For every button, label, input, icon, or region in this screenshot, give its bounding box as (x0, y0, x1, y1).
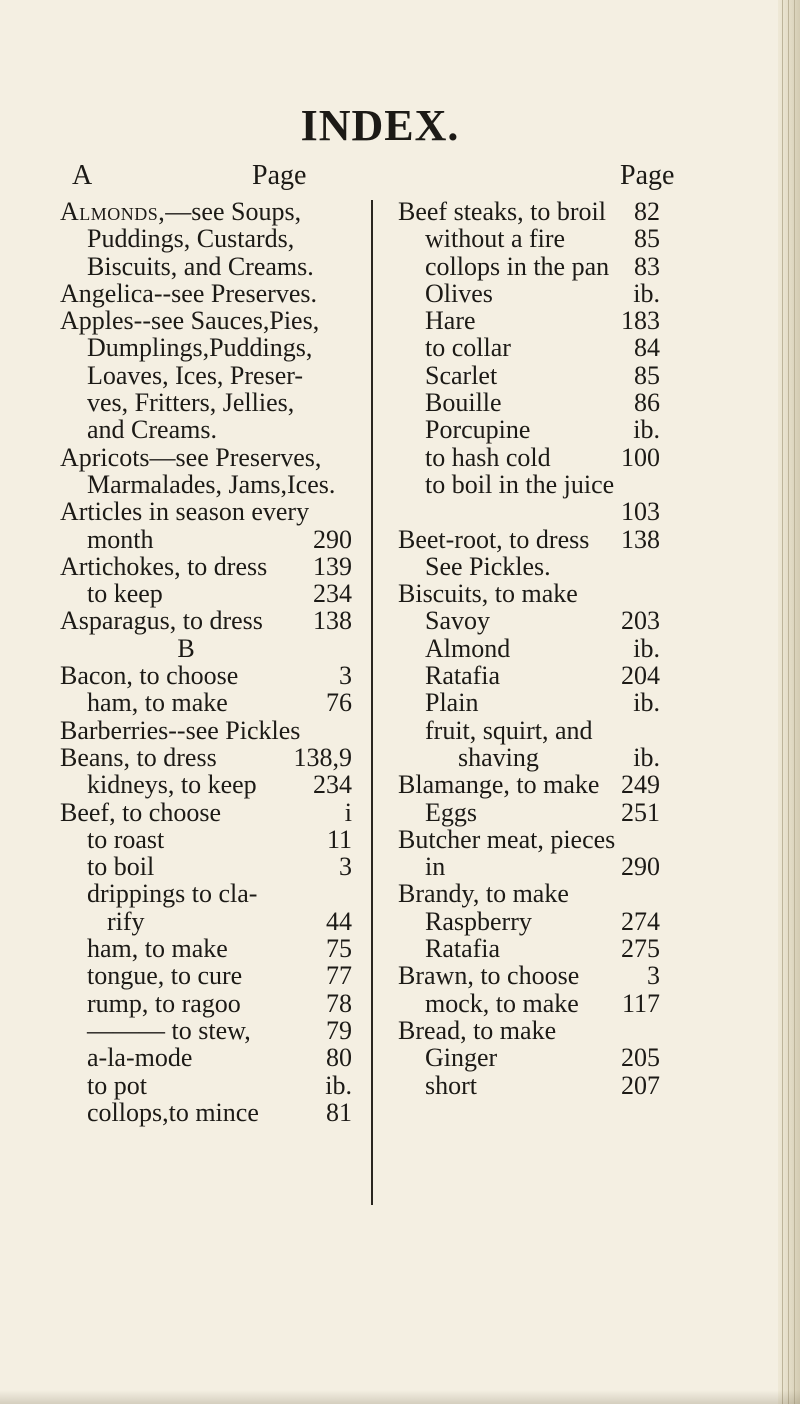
entry-page: 138 (313, 606, 352, 636)
entry-text: Ratafia (425, 934, 501, 964)
entry-text: Dumplings,Puddings, (87, 333, 313, 363)
entry-text: Angelica--see Preserves. (60, 278, 317, 308)
entry-page: ib. (633, 742, 660, 772)
entry-page: 183 (621, 306, 660, 336)
left-index-entry (60, 580, 352, 607)
entry-text: Almond (425, 633, 511, 663)
entry-text: Asparagus, to dress (60, 606, 263, 636)
entry-page: 85 (634, 224, 660, 254)
entry-page: 249 (621, 770, 660, 800)
entry-text: Porcupine (425, 415, 531, 445)
entry-text: Eggs (425, 797, 477, 827)
entry-page: ib. (325, 1070, 352, 1100)
entry-text: Bread, to make (398, 1015, 557, 1045)
entry-text: in (425, 852, 446, 882)
left-index-entry (60, 962, 352, 989)
left-index-entry (60, 225, 352, 252)
entry-text: Bacon, to choose (60, 661, 239, 691)
right-index-entry (398, 880, 660, 907)
left-index-entry (60, 498, 352, 525)
entry-text: B (177, 633, 195, 663)
page-edge (778, 0, 800, 1404)
entry-text: to boil (87, 852, 155, 882)
right-index-entry (398, 853, 660, 880)
left-index-entry (60, 553, 352, 580)
right-index-entry (398, 280, 660, 307)
entry-text: Articles in season every (60, 497, 310, 527)
entry-text: ham, to make (87, 688, 228, 718)
entry-text: Beet-root, to dress (398, 524, 590, 554)
entry-page: 103 (621, 497, 660, 527)
right-index-entry (398, 198, 660, 225)
entry-text: Blamange, to make (398, 770, 600, 800)
left-column-letter: A (72, 160, 93, 191)
right-index-entry (398, 771, 660, 798)
entry-text: Loaves, Ices, Preser- (87, 360, 304, 390)
entry-text: ves, Fritters, Jellies, (87, 388, 295, 418)
left-index-entry (60, 1017, 352, 1044)
entry-text: ham, to make (87, 934, 228, 964)
right-index-column (398, 198, 660, 1099)
entry-text: collops,to mince (87, 1097, 259, 1127)
entry-page: 3 (647, 961, 660, 991)
right-index-entry (398, 526, 660, 553)
entry-page: 80 (326, 1043, 352, 1073)
entry-page: 79 (326, 1015, 352, 1045)
left-index-entry (60, 253, 352, 280)
entry-page: 77 (326, 961, 352, 991)
entry-text: Brawn, to choose (398, 961, 580, 991)
entry-text: to hash cold (425, 442, 551, 472)
entry-text: Apricots—see Preserves, (60, 442, 322, 472)
entry-text: and Creams. (87, 415, 217, 445)
entry-page: ib. (633, 278, 660, 308)
right-index-entry (398, 744, 660, 771)
entry-text: tongue, to cure (87, 961, 243, 991)
right-index-entry (398, 416, 660, 443)
left-index-entry (60, 662, 352, 689)
left-index-entry (60, 334, 352, 361)
left-index-entry (60, 1044, 352, 1071)
left-index-entry (60, 444, 352, 471)
entry-page: 274 (621, 906, 660, 936)
entry-page: 234 (313, 579, 352, 609)
entry-text: a-la-mode (87, 1043, 193, 1073)
page-bottom-shadow (0, 1390, 800, 1404)
entry-text: Plain (425, 688, 479, 718)
left-index-column (60, 198, 352, 1126)
entry-text: Brandy, to make (398, 879, 569, 909)
right-index-entry (398, 444, 660, 471)
left-index-entry (60, 880, 352, 907)
right-index-entry (398, 990, 660, 1017)
left-index-entry (60, 198, 352, 225)
entry-text: rump, to ragoo (87, 988, 241, 1018)
entry-text: to roast (87, 824, 165, 854)
entry-page: 203 (621, 606, 660, 636)
right-index-entry (398, 962, 660, 989)
entry-text: drippings to cla- (87, 879, 258, 909)
left-index-entry (60, 717, 352, 744)
entry-page: 100 (621, 442, 660, 472)
entry-page: ib. (633, 415, 660, 445)
entry-page: 207 (621, 1070, 660, 1100)
right-index-entry (398, 580, 660, 607)
left-column-page-header: Page (252, 160, 307, 191)
entry-text: Savoy (425, 606, 490, 636)
left-index-entry (60, 307, 352, 334)
right-index-entry (398, 334, 660, 361)
entry-text: ——— to stew, (87, 1015, 251, 1045)
entry-text: without a fire (425, 224, 566, 254)
right-index-entry (398, 935, 660, 962)
entry-text: Puddings, Custards, (87, 224, 295, 254)
right-index-entry (398, 307, 660, 334)
entry-page: 290 (313, 524, 352, 554)
entry-page: 117 (621, 988, 660, 1018)
right-index-entry (398, 553, 660, 580)
entry-page: 78 (326, 988, 352, 1018)
right-index-entry (398, 717, 660, 744)
entry-text: to keep (87, 579, 163, 609)
left-index-entry (60, 990, 352, 1017)
entry-text: shaving (458, 742, 539, 772)
entry-page: 3 (339, 852, 352, 882)
entry-text: Raspberry (425, 906, 532, 936)
entry-page: 75 (326, 934, 352, 964)
entry-text: Biscuits, to make (398, 579, 578, 609)
entry-page: 139 (313, 551, 352, 581)
entry-page: 84 (634, 333, 660, 363)
entry-text (60, 198, 301, 225)
entry-head: Almonds, (60, 197, 166, 226)
right-index-entry (398, 362, 660, 389)
left-index-entry (60, 826, 352, 853)
entry-text: Beef, to choose (60, 797, 222, 827)
entry-page: 204 (621, 661, 660, 691)
right-column-page-header: Page (620, 160, 675, 191)
left-index-entry (60, 908, 352, 935)
entry-text: kidneys, to keep (87, 770, 257, 800)
entry-text: to pot (87, 1070, 147, 1100)
entry-text: Beans, to dress (60, 742, 217, 772)
entry-text: Apples--see Sauces,Pies, (60, 306, 320, 336)
entry-page: ib. (633, 688, 660, 718)
right-index-entry (398, 607, 660, 634)
entry-text: See Pickles. (425, 551, 551, 581)
entry-page: 275 (621, 934, 660, 964)
entry-text: Olives (425, 278, 493, 308)
left-index-entry (60, 607, 352, 634)
right-index-entry (398, 389, 660, 416)
left-index-entry (60, 799, 352, 826)
entry-page: 86 (634, 388, 660, 418)
right-index-entry (398, 635, 660, 662)
right-index-entry (398, 498, 660, 525)
entry-text: Barberries--see Pickles (60, 715, 301, 745)
left-index-entry (60, 853, 352, 880)
entry-page: 82 (634, 197, 660, 226)
left-index-entry (60, 1072, 352, 1099)
right-index-entry (398, 1072, 660, 1099)
left-index-entry (60, 635, 352, 662)
right-index-entry (398, 225, 660, 252)
right-index-entry (398, 1044, 660, 1071)
entry-page: 290 (621, 852, 660, 882)
entry-page: 76 (326, 688, 352, 718)
entry-page: 81 (326, 1097, 352, 1127)
entry-page: ib. (633, 633, 660, 663)
right-index-entry (398, 471, 660, 498)
left-index-entry (60, 744, 352, 771)
entry-text: fruit, squirt, and (425, 715, 593, 745)
right-index-entry (398, 662, 660, 689)
entry-page: 11 (326, 824, 352, 854)
left-index-entry (60, 389, 352, 416)
entry-page: 138,9 (293, 742, 352, 772)
left-index-entry (60, 471, 352, 498)
entry-page: 234 (313, 770, 352, 800)
entry-text: to boil in the juice (425, 469, 615, 499)
entry-text: Ginger (425, 1043, 498, 1073)
entry-text: Ratafia (425, 661, 501, 691)
entry-text: mock, to make (425, 988, 579, 1018)
left-index-entry (60, 1099, 352, 1126)
column-divider (371, 200, 373, 1205)
entry-text: Hare (425, 306, 476, 336)
left-index-entry (60, 771, 352, 798)
entry-rest: —see Soups, (165, 197, 302, 226)
entry-text: collops in the pan (425, 251, 610, 281)
entry-text: Butcher meat, pieces (398, 824, 616, 854)
entry-page: 205 (621, 1043, 660, 1073)
left-index-entry (60, 280, 352, 307)
left-index-entry (60, 526, 352, 553)
entry-text: Marmalades, Jams,Ices. (87, 469, 336, 499)
entry-text: Artichokes, to dress (60, 551, 268, 581)
right-index-entry (398, 253, 660, 280)
entry-page: 251 (621, 797, 660, 827)
entry-text: Scarlet (425, 360, 498, 390)
entry-text: Beef steaks, to broil (398, 197, 606, 226)
left-index-entry (60, 689, 352, 716)
entry-text: short (425, 1070, 477, 1100)
entry-text: Bouille (425, 388, 502, 418)
entry-page: 85 (634, 360, 660, 390)
right-index-entry (398, 826, 660, 853)
entry-text: to collar (425, 333, 511, 363)
entry-page: 44 (326, 906, 352, 936)
right-index-entry (398, 799, 660, 826)
page-title: INDEX. (300, 101, 460, 150)
left-index-entry (60, 362, 352, 389)
right-index-entry (398, 1017, 660, 1044)
right-index-entry (398, 908, 660, 935)
entry-text: Biscuits, and Creams. (87, 251, 314, 281)
left-index-entry (60, 935, 352, 962)
entry-text: rify (107, 906, 145, 936)
entry-page: 138 (621, 524, 660, 554)
entry-page: 83 (634, 251, 660, 281)
entry-text: month (87, 524, 154, 554)
entry-page: 3 (339, 661, 352, 691)
right-index-entry (398, 689, 660, 716)
left-index-entry (60, 416, 352, 443)
entry-page: i (344, 797, 352, 827)
